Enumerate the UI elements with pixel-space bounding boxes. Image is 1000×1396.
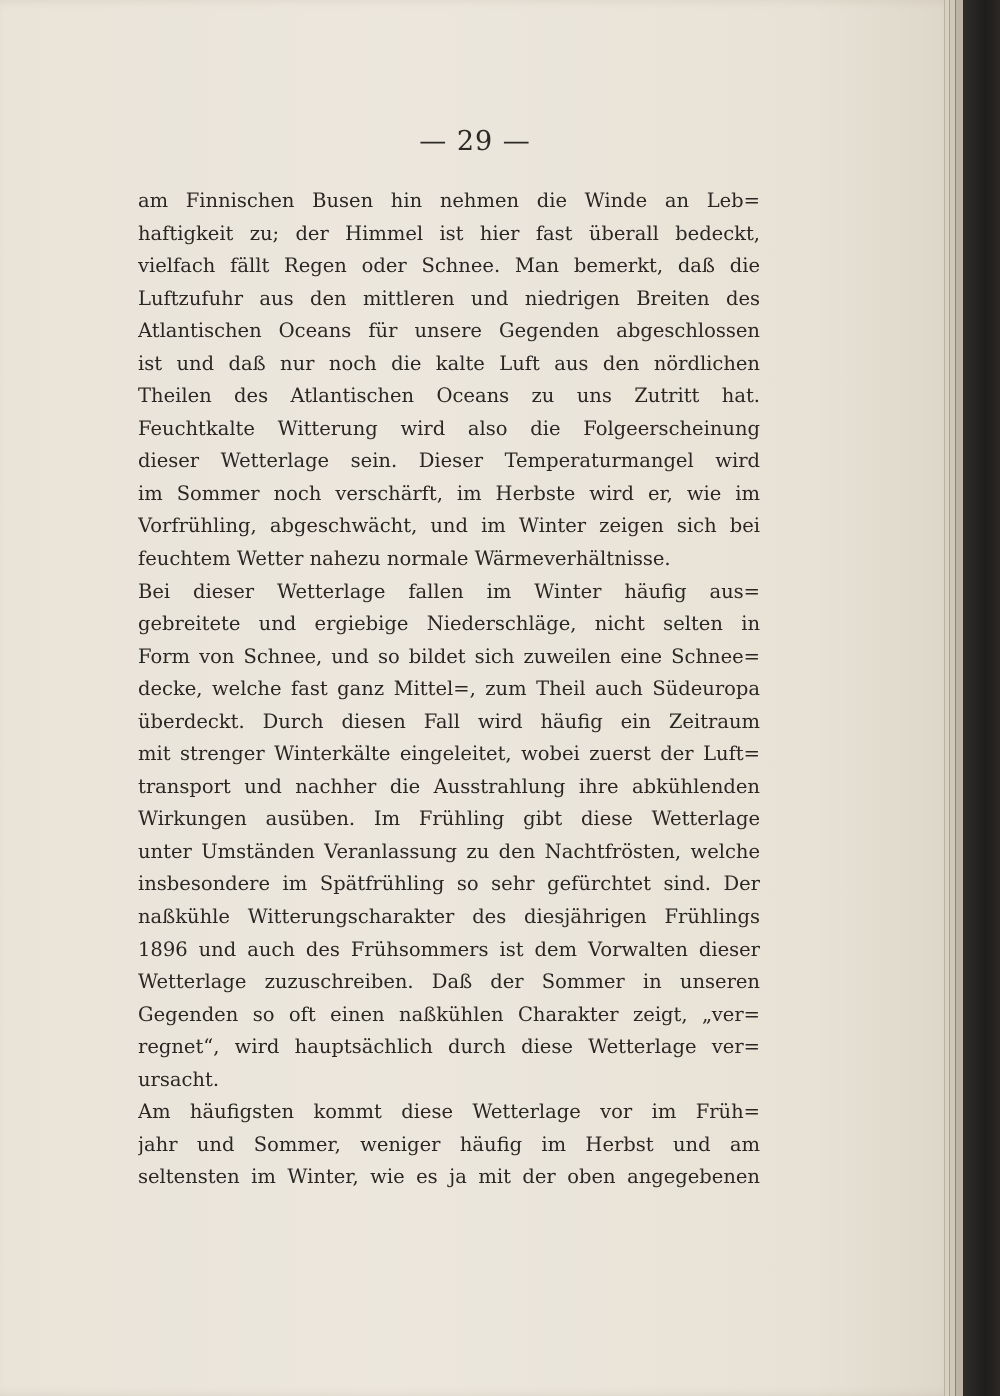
text-line: Form von Schnee, und so bildet sich zuweilen eine Schnee= [138, 644, 760, 668]
text-line: jahr und Sommer, weniger häufig im Herbst und am [138, 1132, 760, 1156]
text-line: haftigkeit zu; der Himmel ist hier fast überall bedeckt, [138, 221, 760, 245]
text-line: ursacht. [138, 1067, 220, 1091]
text-line: seltensten im Winter, wie es ja mit der oben angegebenen [138, 1165, 760, 1189]
text-line: Luftzufuhr aus den mittleren und niedrigen Breiten des [138, 286, 760, 310]
text-line: Feuchtkalte Witterung wird also die Folgeerscheinung [138, 416, 760, 440]
text-line: insbesondere im Spätfrühling so sehr gefürchtet sind. Der [138, 872, 760, 896]
text-line: Theilen des Atlantischen Oceans zu uns Zutritt hat. [138, 384, 760, 408]
text-line: Bei dieser Wetterlage fallen im Winter häufig aus= [138, 579, 760, 603]
body-text [138, 185, 760, 1194]
text-line: gebreitete und ergiebige Niederschläge, nicht selten in [138, 612, 760, 636]
text-line: vielfach fällt Regen oder Schnee. Man bemerkt, daß die [138, 254, 760, 278]
book-cover [963, 0, 1000, 1396]
text-line: Gegenden so oft einen naßkühlen Charakter zeigt, „ver= [138, 1002, 760, 1026]
text-line: unter Umständen Veranlassung zu den Nachtfrösten, welche [138, 839, 760, 863]
text-line: überdeckt. Durch diesen Fall wird häufig ein Zeitraum [138, 709, 760, 733]
text-line: Wirkungen ausüben. Im Frühling gibt diese Wetterlage [138, 807, 760, 831]
text-line: ist und daß nur noch die kalte Luft aus den nördlichen [138, 351, 760, 375]
text-line: Vorfrühling, abgeschwächt, und im Winter zeigen sich bei [138, 514, 760, 538]
text-line: regnet“, wird hauptsächlich durch diese Wetterlage ver= [138, 1035, 760, 1059]
text-line: transport und nachher die Ausstrahlung ihre abkühlenden [138, 774, 760, 798]
text-line: naßkühle Witterungscharakter des diesjährigen Frühlings [138, 905, 760, 929]
text-line: am Finnischen Busen hin nehmen die Winde an Leb= [138, 189, 760, 212]
text-line: decke, welche fast ganz Mittel=, zum Theil auch Südeuropa [138, 677, 760, 701]
text-line: Atlantischen Oceans für unsere Gegenden abgeschlossen [138, 319, 760, 343]
text-line: mit strenger Winterkälte eingeleitet, wobei zuerst der Luft= [138, 742, 760, 766]
text-line: feuchtem Wetter nahezu normale Wärmeverhältnisse. [138, 547, 671, 571]
page-number: — 29 — [419, 126, 531, 157]
text-line: 1896 und auch des Frühsommers ist dem Vorwalten dieser [138, 937, 760, 961]
text-line: Am häufigsten kommt diese Wetterlage vor im Früh= [138, 1100, 760, 1124]
text-line: dieser Wetterlage sein. Dieser Temperaturmangel wird [138, 449, 760, 473]
text-line: Wetterlage zuzuschreiben. Daß der Sommer in unseren [138, 970, 760, 994]
text-line: im Sommer noch verschärft, im Herbste wird er, wie im [138, 481, 760, 505]
